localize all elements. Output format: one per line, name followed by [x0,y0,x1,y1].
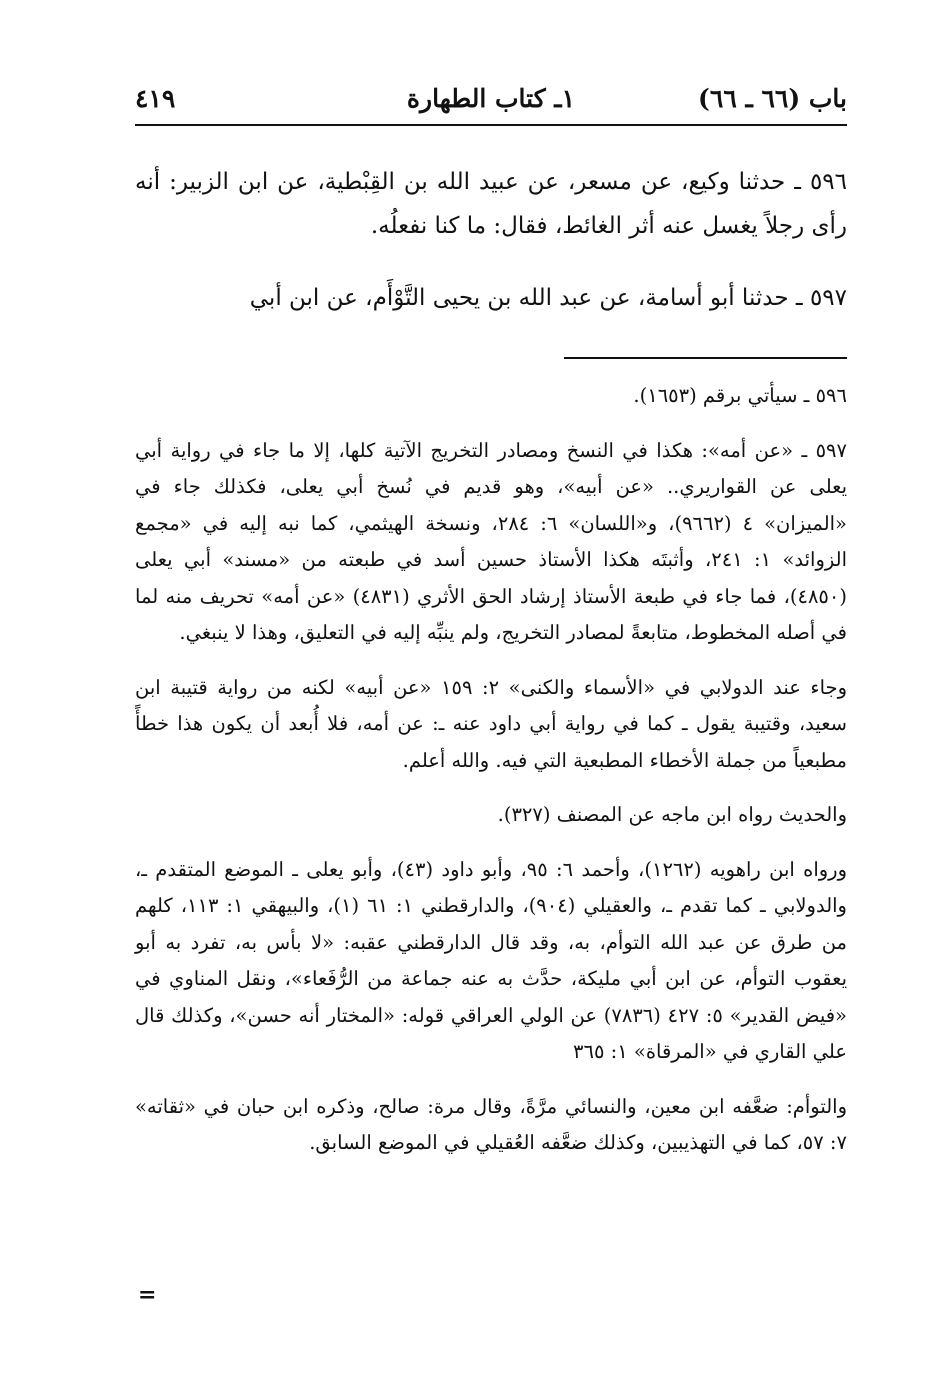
footnote-paragraph: وجاء عند الدولابي في «الأسماء والكنى» ٢: ١٥٩ «عن أبيه» لكنه من رواية قتيبة ابن سعيد، وقتيبة يقول ـ كما في رواية أبي داود عنه ـ: عن أمه، فلا أُبعد أن يكون هذا خطأً مطبعياً من جملة الأخطاء المطبعية التي فيه. والله أعلم. [135,675,847,772]
book-title: ١ـ كتاب الطهارة [406,84,576,113]
footnote-divider [564,357,847,359]
footnote-596: ٥٩٦ ـ سيأتي برقم (١٦٥٣). [633,384,847,407]
footnotes [135,378,847,1180]
continuation-mark: = [138,1282,157,1308]
page-number: ٤١٩ [135,84,176,113]
hadith-596: ٥٩٦ ـ حدثنا وكيع، عن مسعر، عن عبيد الله بن القِبْطية، عن ابن الزبير: أنه رأى رجلاً يغسل عنه أثر الغائط، فقال: ما كنا نفعلُه. [135,169,847,239]
footnote-paragraph: والتوأم: ضعَّفه ابن معين، والنسائي مرَّةً، وقال مرة: صالح، وذكره ابن حبان في «ثقاته» ٧: ٥٧، كما في التهذيبين، وكذلك ضعَّفه العُقيلي في الموضع السابق. [135,1094,847,1154]
footnote-597: ٥٩٧ ـ «عن أمه»: هكذا في النسخ ومصادر التخريج الآتية كلها، إلا ما جاء في رواية أبي يعلى عن القواريري.. «عن أبيه»، وهو قديم في نُسخ أبي يعلى، فكذلك جاء في «الميزان» ٤ (٩٦٦٢)، و«اللسان» ٦: ٢٨٤، ونسخة الهيثمي، كما نبه إليه في «مجمع الزوائد» ١: ٢٤١، وأثبتَه هكذا الأستاذ حسين أسد في طبعته من «مسند» أبي يعلى (٤٨٥٠)، فما جاء في طبعة الأستاذ إرشاد الحق الأثري (٤٨٣١) «عن أمه» تحريف منه لما في أصله المخطوط، متابعةً لمصادر التخريج، ولم ينبِّه إليه في التعليق، وهذا لا ينبغي. [135,438,847,644]
header-divider [135,124,847,126]
hadith-597: ٥٩٧ ـ حدثنا أبو أسامة، عن عبد الله بن يحيى التَّوْأَم، عن ابن أبي [249,285,847,311]
page-header [135,84,847,124]
footnote-paragraph: والحديث رواه ابن ماجه عن المصنف (٣٢٧). [497,803,847,826]
chapter-heading: باب (٦٦ ـ ٦٦) [698,84,847,113]
main-text [135,160,847,348]
footnote-paragraph: ورواه ابن راهويه (١٢٦٢)، وأحمد ٦: ٩٥، وأبو داود (٤٣)، وأبو يعلى ـ الموضع المتقدم ـ، والدولابي ـ كما تقدم ـ، والعقيلي (٩٠٤)، والدارقطني ١: ٦١ (١)، والبيهقي ١: ١١٣، كلهم من طرق عن عبد الله التوأم، به، وقد قال الدارقطني عقبه: «لا بأس به، تفرد به أبو يعقوب التوأم، عن ابن أبي مليكة، حدَّث به عنه جماعة من الرُّفَعاء»، ونقل المناوي في «فيض القدير» ٥: ٤٢٧ (٧٨٣٦) عن الولي العراقي قوله: «المختار أنه حسن»، وكذلك قال علي القاري في «المرقاة» ١: ٣٦٥ [135,857,847,1063]
